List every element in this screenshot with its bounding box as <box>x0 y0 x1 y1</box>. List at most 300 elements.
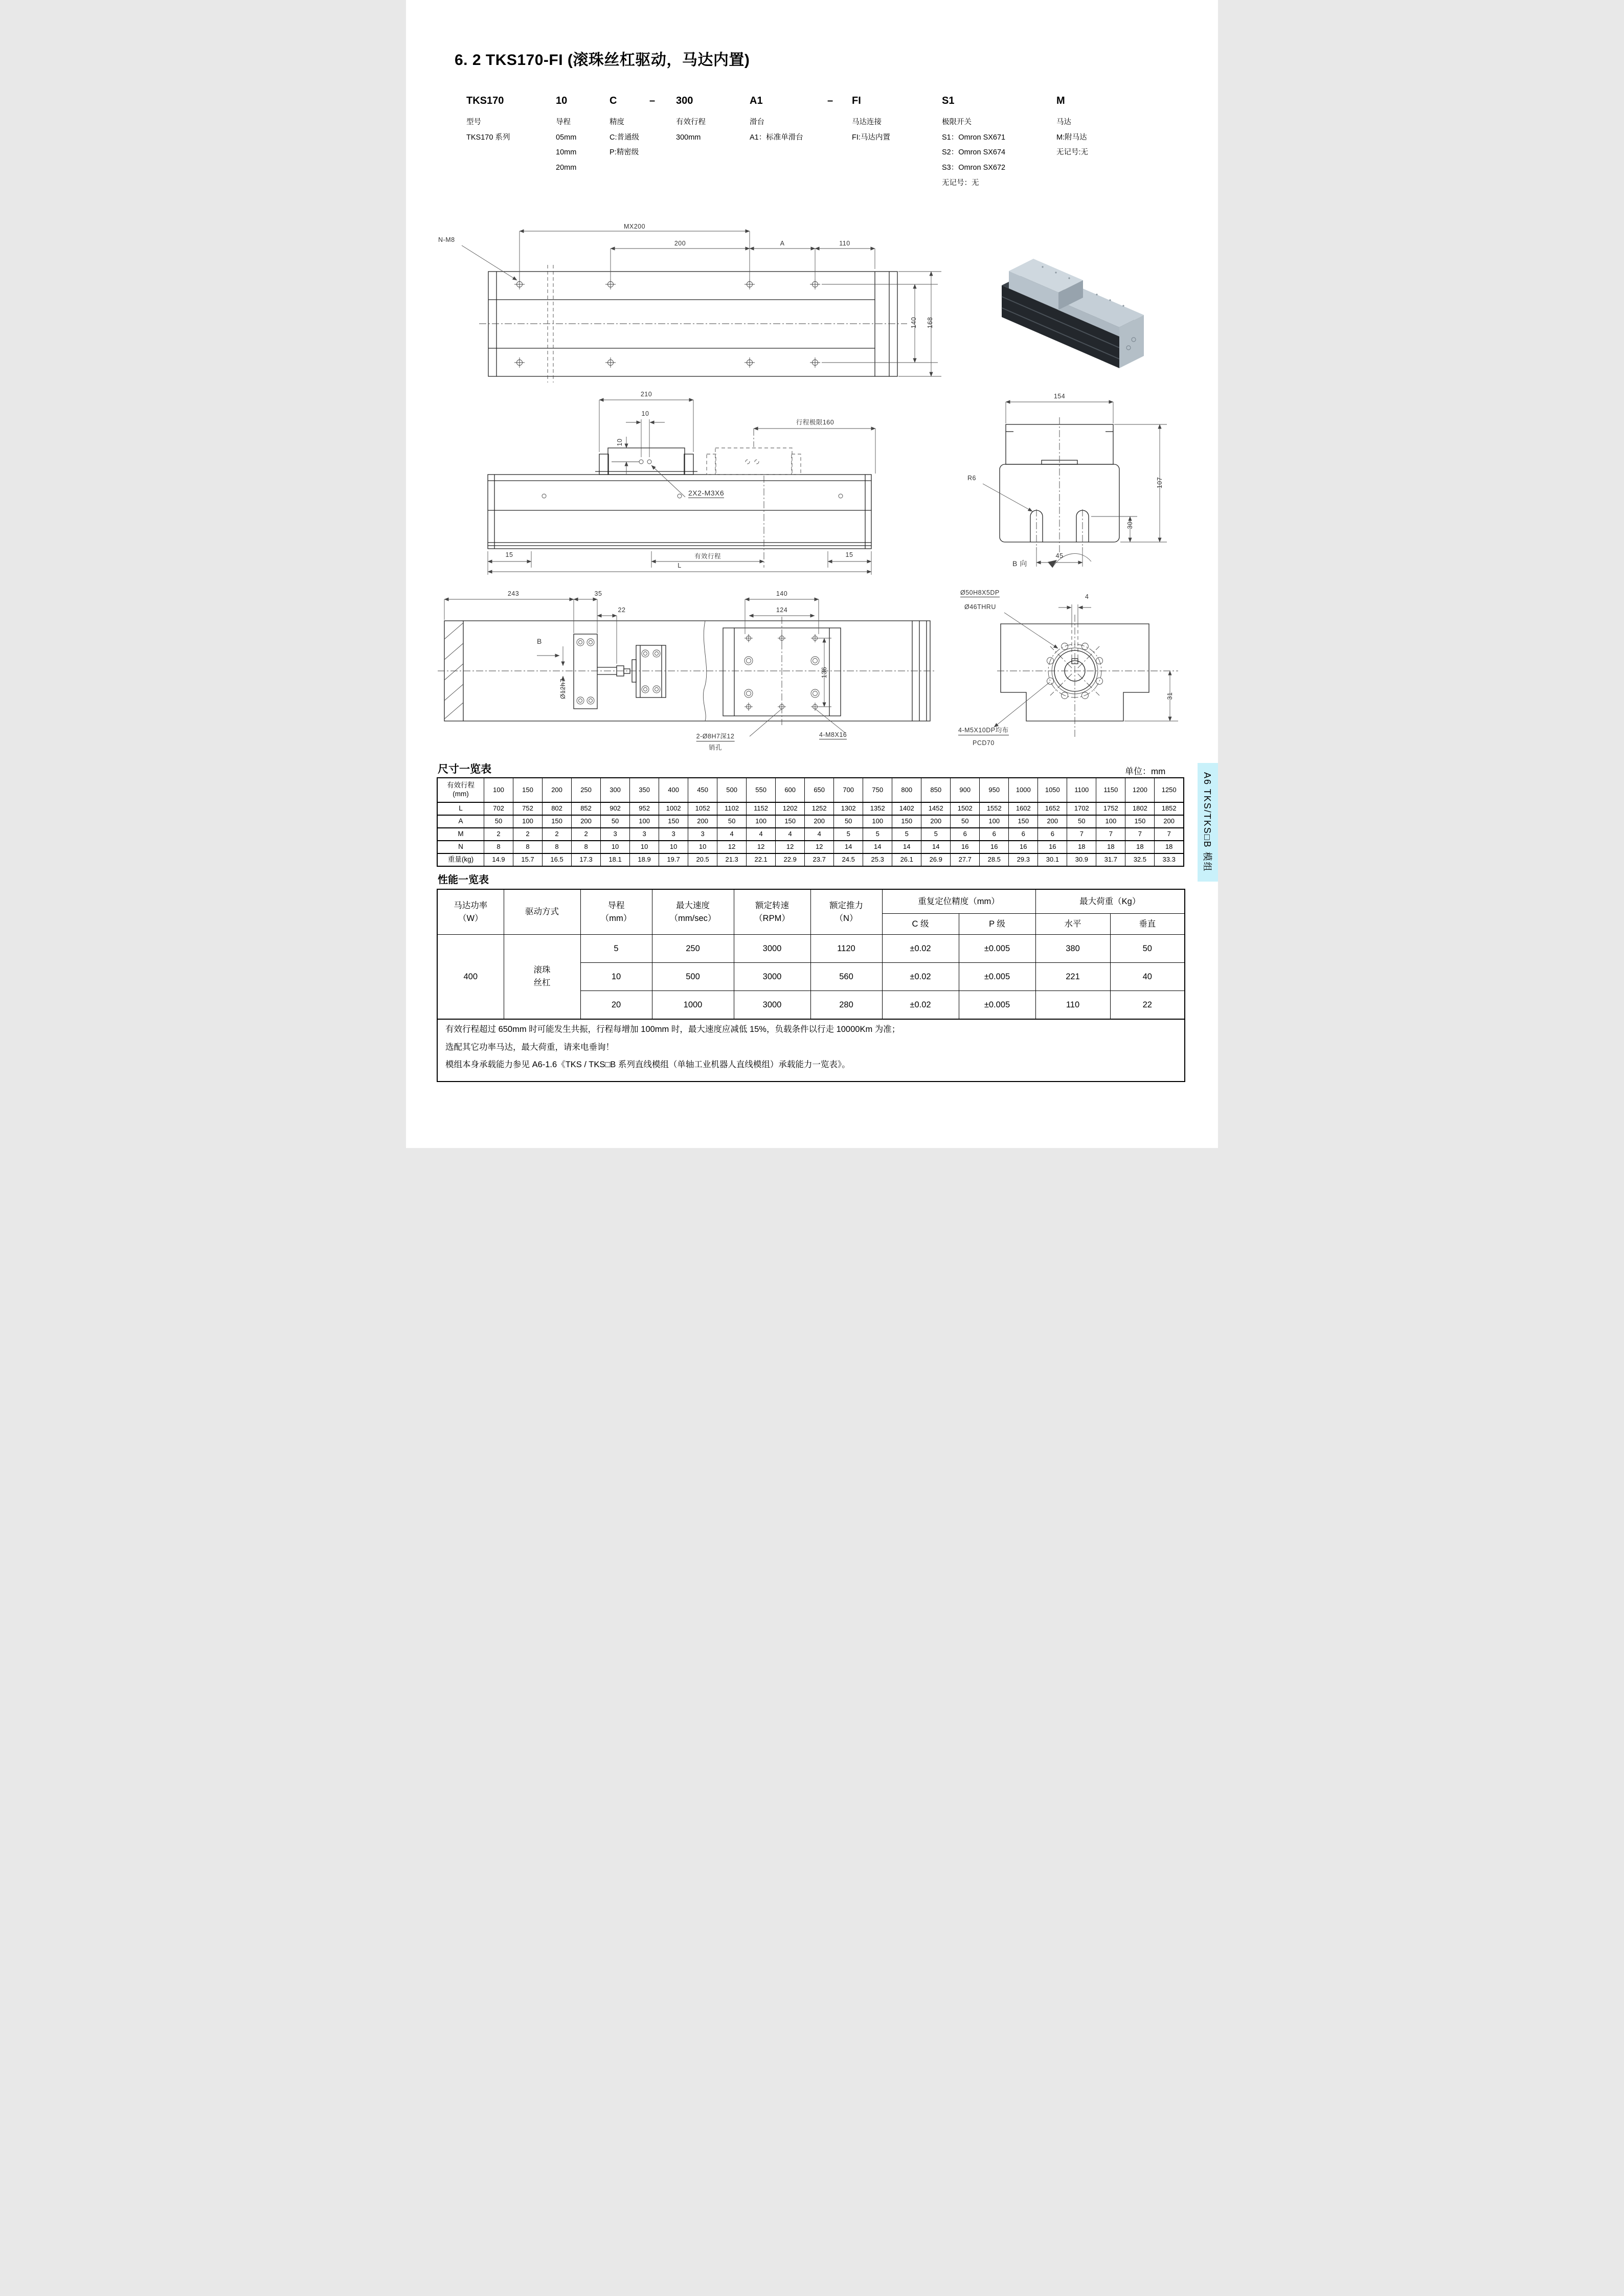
dim-table-cell: 31.7 <box>1096 853 1125 866</box>
header-p-grade: P 级 <box>959 914 1035 935</box>
dim-table-cell: 6 <box>1009 828 1038 841</box>
dim-table-header-cell: 1150 <box>1096 778 1125 802</box>
dim-table-cell: 5 <box>892 828 921 841</box>
dim-table-cell: 6 <box>1038 828 1067 841</box>
dim-table-cell: 8 <box>572 841 601 853</box>
dim-table-cell: 12 <box>805 841 834 853</box>
dim-table-cell: 3 <box>630 828 659 841</box>
ordering-line: S2：Omron SX674 <box>942 148 1006 157</box>
dim-table-cell: 100 <box>630 815 659 828</box>
dim-table-header-cell: 重量(kg) <box>437 853 484 866</box>
side-view-drawing <box>437 388 948 578</box>
ordering-code: 300 <box>676 95 693 106</box>
header-rated-rpm <box>734 889 810 935</box>
dim-table-cell: 50 <box>1067 815 1096 828</box>
cell-line: 滚珠 <box>533 965 551 975</box>
ordering-line: S3：Omron SX672 <box>942 164 1006 172</box>
dim-table-cell: 200 <box>1155 815 1184 828</box>
dim-table-cell: 1152 <box>747 802 776 815</box>
dim-table-cell: 1702 <box>1067 802 1096 815</box>
dim-label-mx200: MX200 <box>623 223 646 230</box>
dim-table-cell: 802 <box>543 802 572 815</box>
performance-table-title: 性能一览表 <box>438 874 489 886</box>
dim-label-10-vert: 10 <box>616 438 623 446</box>
dim-table-header-cell: 750 <box>863 778 892 802</box>
dim-table-cell: 100 <box>863 815 892 828</box>
header-vertical: 垂直 <box>1110 914 1185 935</box>
dim-label-b-arrow: B <box>537 637 542 645</box>
cell-vertical: 22 <box>1110 991 1185 1020</box>
dim-table-cell: 23.7 <box>805 853 834 866</box>
dim-table-cell: 50 <box>834 815 863 828</box>
dim-table-cell: 7 <box>1067 828 1096 841</box>
dim-table-header-cell: 500 <box>717 778 747 802</box>
dim-table-cell: 3 <box>601 828 630 841</box>
dim-table-cell: 22.1 <box>747 853 776 866</box>
header-motor-power <box>437 889 504 935</box>
dim-table-header-cell: 400 <box>659 778 688 802</box>
dim-table-cell: 200 <box>572 815 601 828</box>
dim-table-cell: 150 <box>892 815 921 828</box>
dim-table-cell: 1452 <box>921 802 951 815</box>
dim-label-168: 168 <box>927 317 934 329</box>
dim-table-cell: 24.5 <box>834 853 863 866</box>
dim-label-110: 110 <box>839 240 850 247</box>
dim-table-header-cell: N <box>437 841 484 853</box>
sidebar-section-tab[interactable] <box>1198 763 1218 882</box>
dim-table-cell: 150 <box>543 815 572 828</box>
dim-label-140: 140 <box>910 317 917 329</box>
side-view-linework <box>437 388 948 578</box>
dim-table-cell: 3 <box>659 828 688 841</box>
dim-table-cell: 2 <box>513 828 543 841</box>
ordering-code: 10 <box>556 95 568 106</box>
ordering-line: 有效行程 <box>676 118 706 126</box>
dim-table-header-line: 有效行程 <box>447 781 475 790</box>
bottom-view-drawing <box>437 584 948 754</box>
dim-table-cell: 12 <box>717 841 747 853</box>
dim-table-header-cell: 850 <box>921 778 951 802</box>
dim-table-cell: 200 <box>805 815 834 828</box>
cell-thrust: 560 <box>810 963 882 991</box>
cell-lead: 5 <box>580 935 652 963</box>
header-horizontal: 水平 <box>1035 914 1110 935</box>
dim-table-cell: 1502 <box>951 802 980 815</box>
dim-table-cell: 1302 <box>834 802 863 815</box>
ordering-line: 马达 <box>1056 118 1071 126</box>
header-line: 马达功率 <box>454 901 488 910</box>
ordering-dash <box>649 95 655 115</box>
dim-label-b-direction: B 向 <box>1012 559 1027 568</box>
ordering-code: FI <box>852 95 861 106</box>
dim-table-cell: 22.9 <box>776 853 805 866</box>
section-view-drawing <box>957 388 1193 578</box>
dim-table-cell: 8 <box>513 841 543 853</box>
header-line: （RPM） <box>754 913 790 923</box>
dim-table-header-cell: 900 <box>951 778 980 802</box>
dim-table-cell: 14 <box>892 841 921 853</box>
dim-table-cell: 1552 <box>980 802 1009 815</box>
dim-table-cell: 30.1 <box>1038 853 1067 866</box>
flange-view-drawing <box>957 584 1193 754</box>
header-drive-type: 驱动方式 <box>504 889 580 935</box>
ordering-line: 05mm <box>556 133 577 142</box>
cell-drive-type <box>504 935 580 1020</box>
cell-c-grade: ±0.02 <box>882 935 959 963</box>
dim-label-15-right: 15 <box>845 551 853 558</box>
dim-table-cell: 6 <box>951 828 980 841</box>
cell-vertical: 50 <box>1110 935 1185 963</box>
header-line: （mm/sec） <box>669 913 716 923</box>
dim-label-pin-holes: 2-Ø8H7深12 <box>696 731 735 741</box>
dim-label-107: 107 <box>1156 477 1163 489</box>
dim-label-200: 200 <box>674 240 686 247</box>
dim-table-cell: 100 <box>513 815 543 828</box>
ordering-line: 导程 <box>556 118 571 126</box>
ordering-line: P:精密级 <box>610 148 639 157</box>
cell-vertical: 40 <box>1110 963 1185 991</box>
cell-speed: 250 <box>652 935 734 963</box>
dim-table-cell: 25.3 <box>863 853 892 866</box>
ordering-line: C:普通级 <box>610 133 639 142</box>
dim-label-2x2-m3x6: 2X2-M3X6 <box>688 489 725 497</box>
notes-box <box>437 1015 1185 1082</box>
dim-label-keyway-4: 4 <box>1085 593 1089 600</box>
dim-table-cell: 10 <box>659 841 688 853</box>
dim-table-header-cell: M <box>437 828 484 841</box>
cell-p-grade: ±0.005 <box>959 935 1035 963</box>
dim-table-cell: 50 <box>717 815 747 828</box>
ordering-line: FI:马达内置 <box>852 133 890 142</box>
dim-table-header-cell: 950 <box>980 778 1009 802</box>
dim-table-cell: 10 <box>601 841 630 853</box>
ordering-line: 20mm <box>556 164 577 172</box>
dim-table-cell: 7 <box>1155 828 1184 841</box>
dim-label-bore: Ø50H8X5DP <box>960 589 1000 596</box>
cell-line: 丝杠 <box>533 978 551 987</box>
dim-table-cell: 18 <box>1155 841 1184 853</box>
dim-table-cell: 10 <box>630 841 659 853</box>
unit-note: 单位：mm <box>1125 767 1166 776</box>
header-max-speed <box>652 889 734 935</box>
dim-table-cell: 18 <box>1067 841 1096 853</box>
dim-table-cell: 150 <box>1009 815 1038 828</box>
dim-table-cell: 16 <box>1009 841 1038 853</box>
header-line: （N） <box>834 913 858 923</box>
ordering-line: 精度 <box>610 118 624 126</box>
dim-table-cell: 6 <box>980 828 1009 841</box>
dim-table-cell: 33.3 <box>1155 853 1184 866</box>
dim-table-header-cell: 1200 <box>1125 778 1155 802</box>
dim-table-header-line: (mm) <box>453 790 469 798</box>
dim-table-cell: 18 <box>1096 841 1125 853</box>
dim-table-header-cell: 1250 <box>1155 778 1184 802</box>
cell-lead: 20 <box>580 991 652 1020</box>
dim-table-row <box>437 853 1184 866</box>
ordering-line: 300mm <box>676 133 701 142</box>
cell-motor-power: 400 <box>437 935 504 1020</box>
dim-table-cell: 200 <box>1038 815 1067 828</box>
ordering-line: 马达连接 <box>852 118 882 126</box>
dim-table-cell: 1402 <box>892 802 921 815</box>
dim-table-cell: 1002 <box>659 802 688 815</box>
cell-c-grade: ±0.02 <box>882 963 959 991</box>
dim-label-15-left: 15 <box>505 551 513 558</box>
dim-table-header-cell: 600 <box>776 778 805 802</box>
header-line: （W） <box>458 913 483 923</box>
dim-table-cell: 8 <box>543 841 572 853</box>
ordering-column-limit-switch <box>942 95 1005 191</box>
dim-table-cell: 4 <box>747 828 776 841</box>
dim-table-cell: 15.7 <box>513 853 543 866</box>
dim-table-cell: 29.3 <box>1009 853 1038 866</box>
dim-table-cell: 50 <box>484 815 513 828</box>
ordering-line: TKS170 系列 <box>466 133 510 142</box>
header-line: （mm） <box>600 913 632 923</box>
dim-table-cell: 14 <box>921 841 951 853</box>
dim-table-cell: 200 <box>688 815 717 828</box>
header-line: 额定转速 <box>755 901 789 910</box>
cell-rpm: 3000 <box>734 935 810 963</box>
dim-table-cell: 4 <box>717 828 747 841</box>
dim-label-r6: R6 <box>967 475 976 482</box>
ordering-code: A1 <box>750 95 763 106</box>
dim-table-cell: 20.5 <box>688 853 717 866</box>
dim-table-cell: 18.9 <box>630 853 659 866</box>
dim-table-row <box>437 841 1184 853</box>
dim-table-cell: 752 <box>513 802 543 815</box>
ordering-line: 10mm <box>556 148 577 157</box>
ordering-column-motor-connect <box>852 95 890 145</box>
dim-table-cell: 952 <box>630 802 659 815</box>
note-line: 选配其它功率马达，最大荷重，请来电垂询！ <box>445 1042 614 1052</box>
cell-speed: 500 <box>652 963 734 991</box>
dim-table-cell: 1352 <box>863 802 892 815</box>
cell-horizontal: 380 <box>1035 935 1110 963</box>
ordering-code-section <box>406 95 1218 210</box>
ordering-column-slider <box>750 95 803 145</box>
ordering-code: C <box>610 95 617 106</box>
dim-label-shaft-dia: Ø12h7 <box>559 678 567 699</box>
cell-rpm: 3000 <box>734 963 810 991</box>
dim-table-cell: 30.9 <box>1067 853 1096 866</box>
ordering-line: M:附马达 <box>1056 133 1087 142</box>
dim-table-cell: 2 <box>572 828 601 841</box>
dim-table-header-cell: 200 <box>543 778 572 802</box>
cell-c-grade: ±0.02 <box>882 991 959 1020</box>
ordering-column-accuracy <box>610 95 639 161</box>
dim-table-cell: 150 <box>659 815 688 828</box>
dim-table-cell: 18 <box>1125 841 1155 853</box>
cell-lead: 10 <box>580 963 652 991</box>
dim-table-cell: 1202 <box>776 802 805 815</box>
dim-label-136: 136 <box>821 666 828 679</box>
dim-table-cell: 28.5 <box>980 853 1009 866</box>
dim-table-cell: 5 <box>863 828 892 841</box>
dim-table-header-cell: 1000 <box>1009 778 1038 802</box>
dim-label-stroke-limit-160: 行程极限160 <box>796 419 834 426</box>
dim-table-cell: 5 <box>921 828 951 841</box>
ordering-column-model <box>466 95 510 145</box>
dim-table-cell: 4 <box>776 828 805 841</box>
header-line: 额定推力 <box>829 901 863 910</box>
dim-table-cell: 702 <box>484 802 513 815</box>
dim-table-cell: 26.9 <box>921 853 951 866</box>
dim-table-cell: 14 <box>863 841 892 853</box>
dimension-table <box>437 777 1184 867</box>
dim-table-header-cell: 550 <box>747 778 776 802</box>
dim-label-243: 243 <box>507 590 520 597</box>
dim-table-cell: 50 <box>601 815 630 828</box>
ordering-column-motor <box>1056 95 1088 161</box>
dim-table-cell: 32.5 <box>1125 853 1155 866</box>
dim-table-cell: 2 <box>543 828 572 841</box>
dim-table-cell: 1752 <box>1096 802 1125 815</box>
dim-label-154: 154 <box>1053 393 1066 400</box>
dim-label-pcd70: PCD70 <box>973 739 995 747</box>
dim-table-header-cell: 450 <box>688 778 717 802</box>
dim-table-cell: 2 <box>484 828 513 841</box>
cell-rpm: 3000 <box>734 991 810 1020</box>
dim-table-cell: 27.7 <box>951 853 980 866</box>
dim-label-22: 22 <box>618 606 626 614</box>
dim-table-cell: 14 <box>834 841 863 853</box>
dim-label-140: 140 <box>776 590 788 597</box>
dim-table-header-cell <box>437 778 484 802</box>
dim-label-effective-stroke: 有效行程 <box>694 553 721 560</box>
dim-label-L: L <box>678 562 682 569</box>
dimension-table-title: 尺寸一览表 <box>438 763 491 775</box>
performance-table <box>437 889 1185 1020</box>
header-c-grade: C 级 <box>882 914 959 935</box>
cell-p-grade: ±0.005 <box>959 963 1035 991</box>
header-rated-thrust <box>810 889 882 935</box>
header-repeatability: 重复定位精度（mm） <box>882 889 1035 914</box>
ordering-column-stroke <box>676 95 706 145</box>
dim-table-cell: 100 <box>747 815 776 828</box>
dim-table-header-cell: 1050 <box>1038 778 1067 802</box>
dim-table-cell: 1252 <box>805 802 834 815</box>
dim-table-cell: 50 <box>951 815 980 828</box>
ordering-line: S1：Omron SX671 <box>942 133 1006 142</box>
dim-table-cell: 4 <box>805 828 834 841</box>
dim-table-cell: 852 <box>572 802 601 815</box>
header-max-load: 最大荷重（Kg） <box>1035 889 1185 914</box>
dim-table-cell: 16 <box>1038 841 1067 853</box>
dim-table-cell: 150 <box>776 815 805 828</box>
bottom-view-linework <box>437 584 948 754</box>
dim-table-header-cell: 650 <box>805 778 834 802</box>
dim-label-pin-hole-note: 销孔 <box>708 744 723 751</box>
dim-table-cell: 8 <box>484 841 513 853</box>
dim-table-cell: 7 <box>1096 828 1125 841</box>
dim-table-cell: 12 <box>747 841 776 853</box>
ordering-code: TKS170 <box>466 95 504 106</box>
dim-label-taps: 4-M5X10DP均布 <box>958 725 1009 735</box>
dim-table-header-cell: 1100 <box>1067 778 1096 802</box>
dim-table-header-cell: A <box>437 815 484 828</box>
dim-label-124: 124 <box>776 606 788 614</box>
dim-table-cell: 14.9 <box>484 853 513 866</box>
header-line: 最大速度 <box>676 901 710 910</box>
dim-table-cell: 17.3 <box>572 853 601 866</box>
dim-table-cell: 12 <box>776 841 805 853</box>
cell-thrust: 280 <box>810 991 882 1020</box>
page-title: 6. 2 TKS170-FI (滚珠丝杠驱动，马达内置) <box>455 52 750 69</box>
ordering-line: 无记号：无 <box>942 178 979 187</box>
ordering-line: 无记号:无 <box>1056 148 1089 157</box>
cell-speed: 1000 <box>652 991 734 1020</box>
plan-view-drawing <box>434 223 945 384</box>
dim-table-header-cell: 250 <box>572 778 601 802</box>
plan-view-linework <box>434 223 945 384</box>
dim-table-cell: 26.1 <box>892 853 921 866</box>
header-line: 导程 <box>607 901 625 910</box>
ordering-code: M <box>1056 95 1065 106</box>
dim-table-cell: 21.3 <box>717 853 747 866</box>
cell-p-grade: ±0.005 <box>959 991 1035 1020</box>
dim-table-cell: 1052 <box>688 802 717 815</box>
dim-table-cell: 10 <box>688 841 717 853</box>
dim-label-n-m8: N-M8 <box>438 236 455 243</box>
ordering-column-lead <box>556 95 576 176</box>
ordering-code: – <box>649 95 656 106</box>
ordering-dash <box>827 95 833 115</box>
dim-table-cell: 16.5 <box>543 853 572 866</box>
dim-table-header-cell: L <box>437 802 484 815</box>
dim-table-cell: 100 <box>980 815 1009 828</box>
note-line: 模组本身承载能力参见 A6-1.6《TKS / TKS□B 系列直线模组（单轴工业机器人直线模组）承载能力一览表》。 <box>445 1060 850 1070</box>
ordering-code: S1 <box>942 95 955 106</box>
header-lead <box>580 889 652 935</box>
dim-table-cell: 16 <box>980 841 1009 853</box>
dim-table-row <box>437 802 1184 815</box>
cell-horizontal: 221 <box>1035 963 1110 991</box>
dim-table-header-cell: 100 <box>484 778 513 802</box>
dim-label-a: A <box>780 240 785 247</box>
dim-table-header-cell: 800 <box>892 778 921 802</box>
dim-table-row <box>437 815 1184 828</box>
dim-table-row <box>437 828 1184 841</box>
dim-table-cell: 1102 <box>717 802 747 815</box>
cell-thrust: 1120 <box>810 935 882 963</box>
dim-label-thru: Ø46THRU <box>964 603 996 611</box>
dim-table-cell: 1852 <box>1155 802 1184 815</box>
dim-table-cell: 7 <box>1125 828 1155 841</box>
dim-label-35: 35 <box>594 590 602 597</box>
ordering-code: – <box>827 95 833 106</box>
dim-label-mount-bolts: 4-M8X16 <box>819 731 847 738</box>
ordering-line: A1：标准单滑台 <box>750 133 803 142</box>
note-line: 有效行程超过 650mm 时可能发生共振，行程每增加 100mm 时，最大速度应减低 15%，负载条件以行走 10000Km 为准； <box>445 1025 900 1034</box>
cell-horizontal: 110 <box>1035 991 1110 1020</box>
dim-table-cell: 1602 <box>1009 802 1038 815</box>
dim-label-210: 210 <box>640 391 652 398</box>
dim-table-cell: 200 <box>921 815 951 828</box>
dim-table-header-cell: 700 <box>834 778 863 802</box>
datasheet-page <box>406 0 1218 1148</box>
dim-table-cell: 18.1 <box>601 853 630 866</box>
isometric-module-image <box>979 220 1188 373</box>
dim-table-cell: 5 <box>834 828 863 841</box>
dim-table-cell: 3 <box>688 828 717 841</box>
product-isometric-render <box>979 220 1188 373</box>
dim-label-30: 30 <box>1126 521 1134 529</box>
dim-table-cell: 16 <box>951 841 980 853</box>
dim-table-cell: 150 <box>1125 815 1155 828</box>
dim-table-header-cell: 300 <box>601 778 630 802</box>
dim-table-header-cell: 150 <box>513 778 543 802</box>
